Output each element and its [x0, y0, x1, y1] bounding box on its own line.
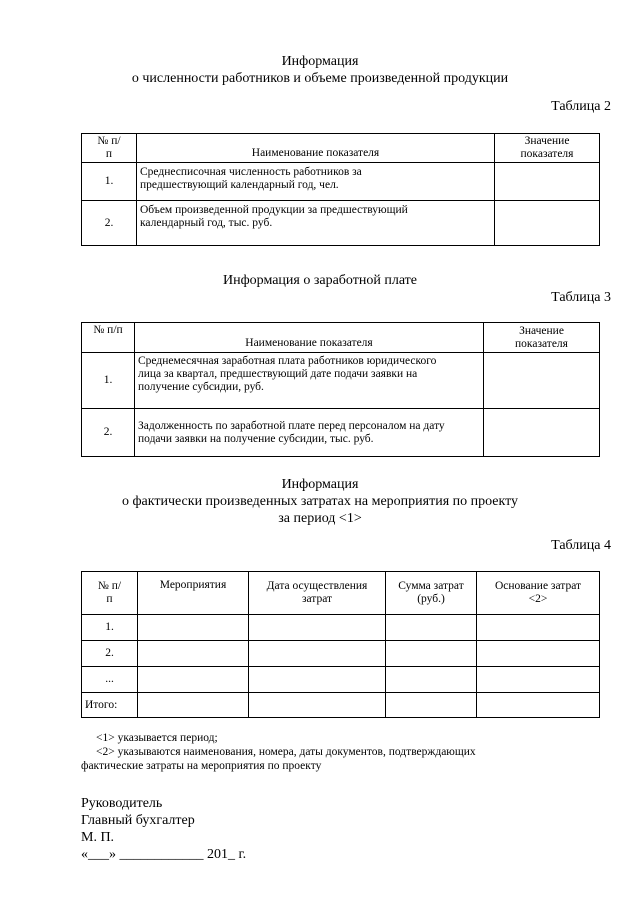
table4-header-row [82, 572, 600, 615]
table2-row2-name: Объем произведенной продукции за предшествующий календарный год, тыс. руб. [137, 201, 495, 246]
table4-header-basis: Основание затрат <2> [477, 572, 600, 615]
table2-header-row [82, 134, 600, 163]
table4 [81, 571, 600, 718]
table-row [82, 409, 600, 457]
table-row-total [82, 693, 600, 718]
table2-label: Таблица 2 [551, 99, 611, 114]
section1-title [0, 53, 640, 87]
table4-header-events: Мероприятия [138, 572, 249, 615]
table2-row1-value [495, 163, 600, 201]
table3-row2-value [484, 409, 600, 457]
table3-row1-num: 1. [82, 353, 135, 409]
section3-title [0, 476, 640, 527]
table2-header-num: № п/п [82, 134, 137, 163]
table2-row2-value [495, 201, 600, 246]
footnote-2-line1: <2> указываются наименования, номера, даты документов, подтверждающих [96, 746, 476, 758]
section3-title-line1: Информация [281, 477, 359, 492]
table3-row2-num: 2. [82, 409, 135, 457]
table2-row1-num: 1. [82, 163, 137, 201]
table3-header-num: № п/п [82, 323, 135, 353]
signature-block [81, 795, 246, 863]
table2-header-value: Значение показателя [495, 134, 600, 163]
signature-accountant: Главный бухгалтер [81, 813, 195, 828]
section3-title-line2: о фактически произведенных затратах на мероприятия по проекту [121, 494, 519, 509]
signature-stamp: М. П. [81, 830, 115, 845]
table-row [82, 353, 600, 409]
table4-total-label: Итого: [82, 693, 138, 718]
signature-date: «___» ____________ 201_ г. [81, 847, 247, 862]
footnotes [81, 731, 476, 773]
section1-title-line1: Информация [281, 54, 359, 69]
section3-title-line3: за период <1> [278, 511, 362, 526]
table-row [82, 667, 600, 693]
signature-head: Руководитель [81, 796, 163, 811]
table3-label: Таблица 3 [551, 290, 611, 305]
table-row [82, 163, 600, 201]
table2 [81, 133, 600, 246]
footnote-2-line2: фактические затраты на мероприятия по проекту [81, 760, 322, 772]
table3-header-name: Наименование показателя [135, 323, 484, 353]
table-row [82, 615, 600, 641]
table-row [82, 641, 600, 667]
section2-title: Информация о заработной плате [222, 273, 418, 288]
table4-row3-num: ... [82, 667, 138, 693]
section1-title-line2: о численности работников и объеме произведенной продукции [131, 71, 509, 86]
table4-row2-num: 2. [82, 641, 138, 667]
table4-label: Таблица 4 [551, 538, 611, 553]
table-row [82, 201, 600, 246]
table4-header-sum: Сумма затрат (руб.) [386, 572, 477, 615]
footnote-1: <1> указывается период; [96, 732, 218, 744]
table2-row2-num: 2. [82, 201, 137, 246]
table2-row1-name: Среднесписочная численность работников за предшествующий календарный год, чел. [137, 163, 495, 201]
table2-header-name: Наименование показателя [137, 134, 495, 163]
table4-header-date: Дата осуществления затрат [249, 572, 386, 615]
table4-row1-num: 1. [82, 615, 138, 641]
table3-header-value: Значение показателя [484, 323, 600, 353]
table3-row2-name: Задолженность по заработной плате перед персоналом на дату подачи заявки на получение субсидии, тыс. руб. [135, 409, 484, 457]
table3-row1-name: Среднемесячная заработная плата работников юридического лица за квартал, предшествующий дате подачи заявки на получение субсидии, руб. [135, 353, 484, 409]
table4-header-num: № п/п [82, 572, 138, 615]
table3 [81, 322, 600, 457]
table3-header-row [82, 323, 600, 353]
table3-row1-value [484, 353, 600, 409]
